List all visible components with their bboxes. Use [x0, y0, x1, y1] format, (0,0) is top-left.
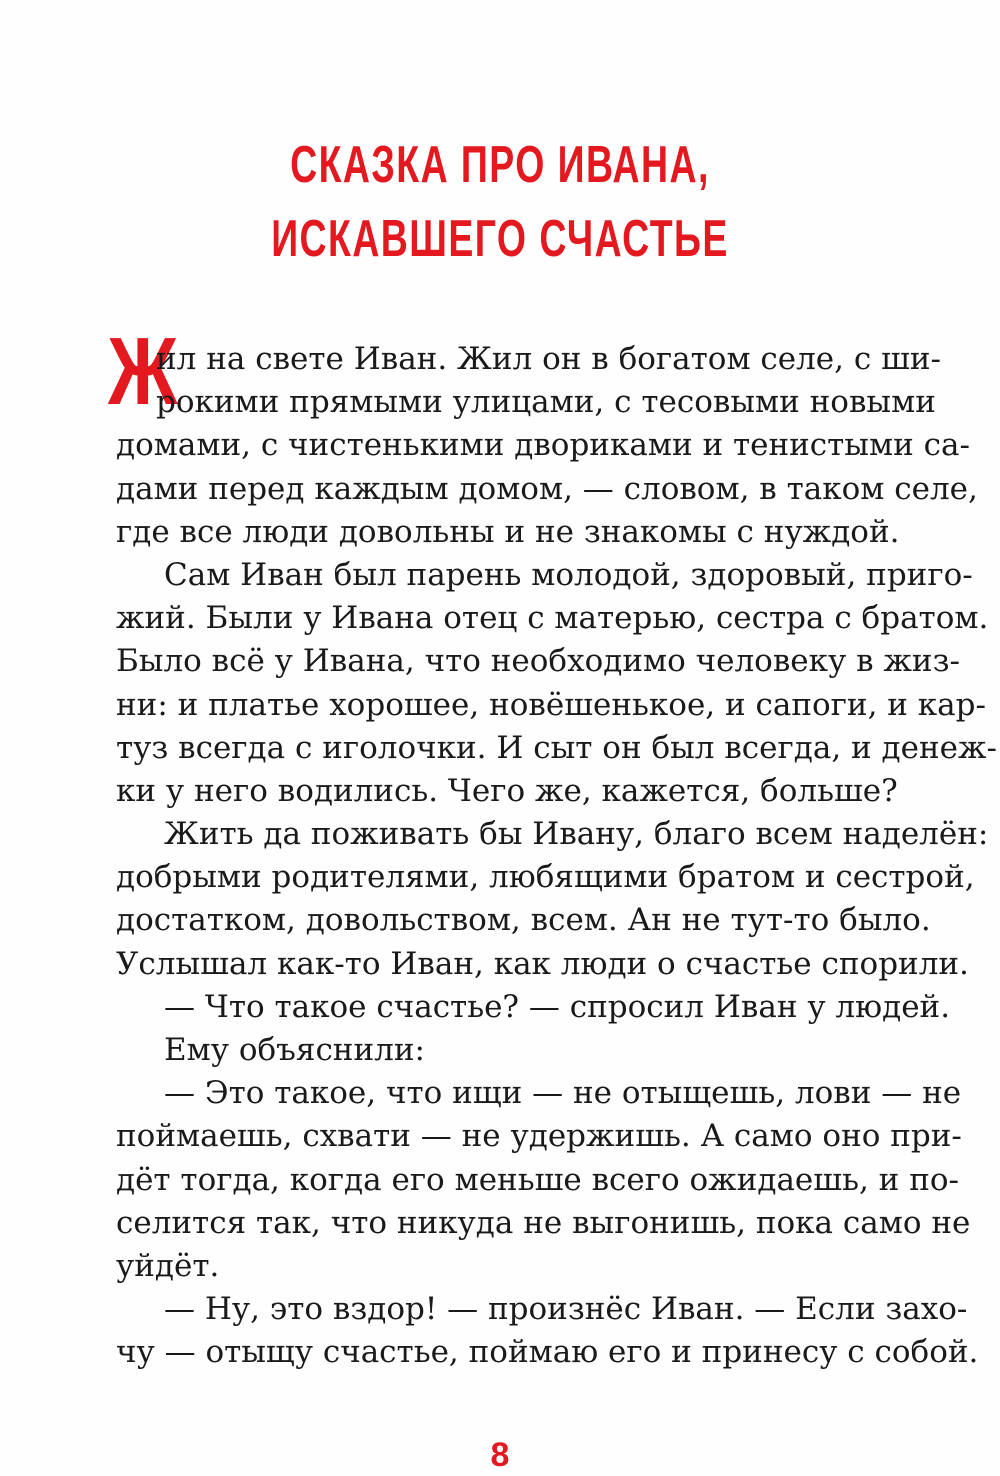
- text-line: селится так, что никуда не выгонишь, пока само не: [116, 1204, 971, 1241]
- text-line: туз всегда с иголочки. И сыт он был всегда, и денеж-: [116, 729, 997, 766]
- text-line: поймаешь, схвати — не удержишь. А само оно при-: [116, 1118, 962, 1155]
- text-line: достатком, довольством, всем. Ан не тут-то было.: [116, 902, 931, 939]
- text-line: Было всё у Ивана, что необходимо человеку в жиз-: [116, 643, 960, 680]
- drop-cap: Ж: [108, 318, 178, 425]
- text-line: Жить да поживать бы Ивану, благо всем наделён:: [164, 816, 989, 853]
- story-text: [116, 338, 997, 1375]
- text-line: где все люди довольны и не знакомы с нуждой.: [116, 513, 900, 550]
- text-line: жий. Были у Ивана отец с матерью, сестра с братом.: [116, 600, 989, 637]
- text-line: ки у него водились. Чего же, кажется, больше?: [116, 772, 898, 809]
- text-line: дами перед каждым домом, — словом, в таком селе,: [116, 470, 978, 507]
- page-number: 8: [490, 1436, 510, 1474]
- text-line: Ему объяснили:: [164, 1032, 425, 1068]
- text-line: рокими прямыми улицами, с тесовыми новыми: [156, 384, 936, 421]
- text-line: чу — отыщу счастье, поймаю его и принесу с собой.: [116, 1334, 979, 1371]
- story-title-line-1: СКАЗКА ПРО ИВАНА,: [290, 136, 710, 194]
- story-title-line-2: ИСКАВШЕГО СЧАСТЬЕ: [271, 210, 729, 268]
- story-title: [0, 128, 1000, 276]
- text-line: дёт тогда, когда его меньше всего ожидаешь, и по-: [116, 1161, 959, 1198]
- text-line: ил на свете Иван. Жил он в богатом селе, с ши-: [156, 341, 942, 377]
- text-line: — Что такое счастье? — спросил Иван у людей.: [164, 988, 951, 1025]
- text-line: Услышал как-то Иван, как люди о счастье спорили.: [116, 945, 969, 982]
- text-line: ни: и платье хорошее, новёшенькое, и сапоги, и кар-: [116, 686, 986, 723]
- text-line: — Ну, это вздор! — произнёс Иван. — Если захо-: [164, 1291, 968, 1328]
- text-line: добрыми родителями, любящими братом и сестрой,: [116, 859, 975, 896]
- text-line: Сам Иван был парень молодой, здоровый, приго-: [164, 556, 973, 593]
- text-line: уйдёт.: [116, 1247, 220, 1284]
- text-line: — Это такое, что ищи — не отыщешь, лови — не: [164, 1075, 962, 1112]
- text-line: домами, с чистенькими двориками и тенистыми са-: [116, 427, 970, 464]
